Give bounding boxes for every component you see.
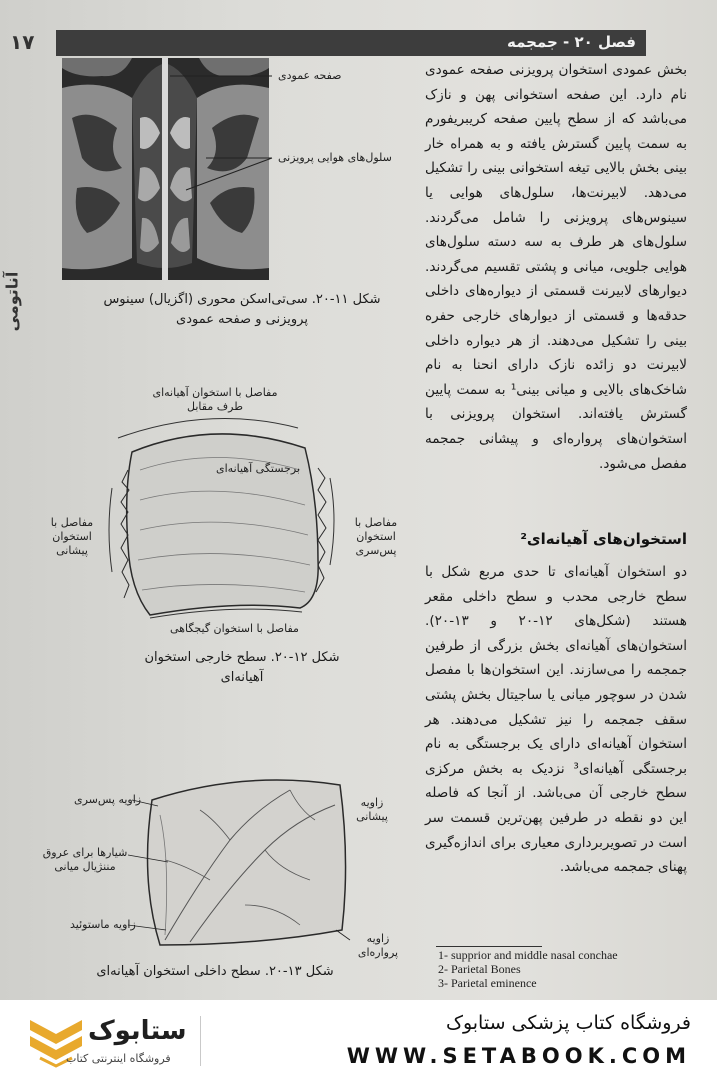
label-mastoid-angle: زاویه ماستوئید bbox=[70, 918, 136, 931]
label-temporal-articulation: مفاصل با استخوان گیجگاهی bbox=[170, 622, 299, 635]
label-ethmoid-cells: سلول‌های هوایی پرویزنی bbox=[278, 151, 392, 164]
label-parietal-eminence: برجستگی آهیانه‌ای bbox=[216, 462, 300, 475]
store-logo[interactable] bbox=[26, 1014, 196, 1070]
body-paragraph-ethmoid: بخش عمودی استخوان پرویزنی صفحه عمودی نام دارد. این صفحه استخوانی پهن و نازک می‌باشد که از سطح پایین صفحه کریبریفورم به سمت پایین گسترش یافته و به همراه خار بینی بخش بالایی تیغه استخوانی بینی را تشکیل می‌دهد. لابیرنت‌ها، سلول‌های هوایی یا سینوس‌های پرویزنی را شامل می‌گردند. سلول‌های هر طرف به سه دسته سلول‌های هوایی جلویی، میانی و پشتی تقسیم می‌گردند. دیوارهای لابیرنت قسمتی از دیواره‌های داخلی حدقه‌ها و قسمتی از دیوارهای خارجی حفره بینی را تشکیل می‌دهند. از هر دیواره داخلی لابیرنت دو زائده نازک دارای انحنا به نام شاخک‌های بالایی و میانی بینی¹ به سمت پایین گسترش یافته‌اند. استخوان پرویزنی با استخوان‌های پرواره‌ای و پیشانی جمجمه مفصل می‌شود. bbox=[425, 62, 687, 472]
figure-12-caption: شکل ۱۲-۲۰. سطح خارجی استخوان آهیانه‌ای bbox=[144, 650, 340, 685]
label-occipital-articulation: مفاصل با استخوان پس‌سری bbox=[354, 516, 398, 557]
store-banner bbox=[0, 1000, 717, 1080]
chapter-title: فصل ۲۰ - جمجمه bbox=[506, 33, 636, 51]
footnote-3: 3- Parietal eminence bbox=[438, 976, 537, 990]
label-meningeal-grooves: شیارها برای عروق مننژیال میانی bbox=[42, 846, 128, 873]
footnote-2: 2- Parietal Bones bbox=[438, 962, 521, 976]
section-heading-parietal: استخوان‌های آهیانه‌ای² bbox=[520, 530, 687, 548]
label-sphenoid-angle: زاویه پرواره‌ای bbox=[357, 932, 399, 959]
footnote-divider bbox=[436, 946, 542, 947]
figure-13-caption: شکل ۱۳-۲۰. سطح داخلی استخوان آهیانه‌ای bbox=[96, 964, 334, 979]
label-frontal-articulation: مفاصل با استخوان پیشانی bbox=[50, 516, 94, 557]
page-number: ۱۷ bbox=[10, 30, 35, 54]
label-frontal-angle: زاویه پیشانی bbox=[356, 796, 388, 823]
side-tab-label: آناتومی bbox=[2, 271, 22, 332]
figure-11-caption: شکل ۱۱-۲۰. سی‌تی‌اسکن محوری (اگزیال) سینوس پرویزنی و صفحه عمودی bbox=[103, 292, 381, 327]
label-perpendicular-plate: صفحه عمودی bbox=[278, 69, 342, 82]
footnote-1: 1- supprior and middle nasal conchae bbox=[438, 948, 618, 962]
shop-name: فروشگاه کتاب پزشکی ستابوک bbox=[445, 1012, 691, 1034]
label-contralateral-parietal: مفاصل با استخوان آهیانه‌ای طرف مقابل bbox=[152, 386, 278, 413]
banner-divider bbox=[200, 1016, 201, 1066]
footnotes bbox=[438, 948, 618, 990]
shop-url-link[interactable]: WWW.SETABOOK.COM bbox=[346, 1044, 691, 1068]
logo-subtitle: فروشگاه اینترنتی کتاب bbox=[66, 1052, 171, 1065]
body-paragraph-parietal: دو استخوان آهیانه‌ای تا حدی مربع شکل با سطح خارجی محدب و سطح داخلی مقعر هستند (شکل‌های ۱۲-۲۰ و ۱۳-۲۰). استخوان‌های آهیانه‌ای بخش بزرگی از طرفین جمجمه را می‌سازند. این استخوان‌ها با مفصل شدن در سوچور میانی یا ساجیتال بخش پشتی سقف جمجمه را نیز تشکیل می‌دهند. هر استخوان آهیانه‌ای دارای یک برجستگی به نام برجستگی آهیانه‌ای³ نزدیک به بخش مرکزی سطح خارجی آن می‌باشد. از آنجا که فاصله این دو نقطه در طرفین پهن‌ترین قسمت سر است در تصویربرداری معیاری برای اندازه‌گیری پهنای جمجمه می‌باشد. bbox=[425, 564, 687, 876]
label-occipital-angle: زاویه پس‌سری bbox=[74, 793, 142, 806]
logo-brand-name: ستابوک bbox=[88, 1016, 187, 1046]
